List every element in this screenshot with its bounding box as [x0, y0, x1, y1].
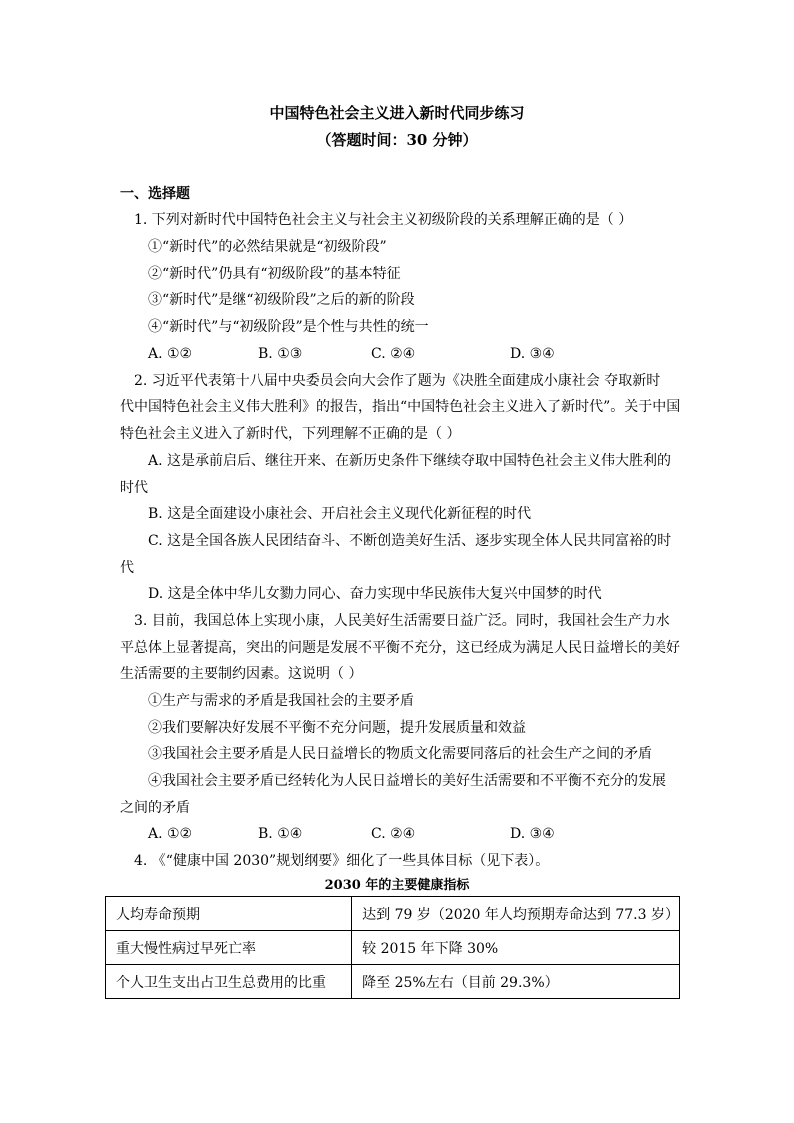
- question-2-choice-b: B. 这是全面建设小康社会、开启社会主义现代化新征程的时代: [148, 506, 532, 522]
- question-2-choice-d: D. 这是全体中华儿女勠力同心、奋力实现中华民族伟大复兴中国梦的时代: [148, 586, 602, 602]
- table-cell-target: 较 2015 年下降 30%: [352, 931, 680, 965]
- question-2-stem-line-3: 特色社会主义进入了新时代，下列理解不正确的是（ ）: [120, 426, 461, 442]
- question-2-choice-a-line-2: 时代: [120, 480, 148, 496]
- option-a: A. ①②: [148, 346, 193, 362]
- question-1-item-3: ③“新时代”是继“初级阶段”之后的新的阶段: [148, 292, 415, 308]
- page-subtitle: （答题时间：30 分钟）: [316, 131, 478, 149]
- question-3-stem-line-2: 平总体上显著提高，突出的问题是发展不平衡不充分，这已经成为满足人民日益增长的美好: [120, 640, 680, 656]
- question-3-stem-line-1: 3. 目前，我国总体上实现小康，人民美好生活需要日益广泛。同时，我国社会生产力水: [134, 613, 670, 629]
- question-3-item-3: ③我国社会主要矛盾是人民日益增长的物质文化需要同落后的社会生产之间的矛盾: [148, 746, 652, 762]
- question-2-choice-a-line-1: A. 这是承前启后、继往开来、在新历史条件下继续夺取中国特色社会主义伟大胜利的: [148, 453, 672, 469]
- question-1-item-2: ②“新时代”仍具有“初级阶段”的基本特征: [148, 266, 401, 282]
- option-c: C. ②④: [371, 346, 416, 362]
- table-row: [106, 931, 680, 965]
- question-2-stem-line-1: 2. 习近平代表第十八届中央委员会向大会作了题为《决胜全面建成小康社会 夺取新时: [134, 373, 661, 389]
- question-1-item-4: ④“新时代”与“初级阶段”是个性与共性的统一: [148, 319, 429, 335]
- question-3-item-2: ②我们要解决好发展不平衡不充分问题，提升发展质量和效益: [148, 720, 526, 736]
- page-title: 中国特色社会主义进入新时代同步练习: [269, 104, 525, 122]
- option-d: D. ③④: [510, 826, 555, 842]
- option-c: C. ②④: [371, 826, 416, 842]
- table-cell-indicator: 人均寿命预期: [106, 897, 352, 931]
- table-row: [106, 965, 680, 999]
- question-1-item-1: ①“新时代”的必然结果就是“初级阶段”: [148, 239, 387, 255]
- table-cell-target: 达到 79 岁（2020 年人均预期寿命达到 77.3 岁）: [352, 897, 680, 931]
- question-2-choice-c-line-2: 代: [120, 560, 134, 576]
- option-b: B. ①③: [258, 346, 303, 362]
- question-3-item-4-line-2: 之间的矛盾: [120, 800, 190, 816]
- table-row: [106, 897, 680, 931]
- question-1-stem: 1. 下列对新时代中国特色社会主义与社会主义初级阶段的关系理解正确的是（ ）: [134, 212, 633, 228]
- section-heading: 一、选择题: [120, 186, 190, 202]
- table-cell-target: 降至 25%左右（目前 29.3%）: [352, 965, 680, 999]
- table-cell-indicator: 重大慢性病过早死亡率: [106, 931, 352, 965]
- question-2-choice-c-line-1: C. 这是全国各族人民团结奋斗、不断创造美好生活、逐步实现全体人民共同富裕的时: [148, 533, 672, 549]
- option-a: A. ①②: [148, 826, 193, 842]
- question-3-stem-line-3: 生活需要的主要制约因素。这说明（ ）: [120, 666, 363, 682]
- question-3-item-1: ①生产与需求的矛盾是我国社会的主要矛盾: [148, 693, 414, 709]
- question-2-stem-line-2: 代中国特色社会主义伟大胜利》的报告，指出“中国特色社会主义进入了新时代”。关于中国: [120, 399, 681, 415]
- question-3-options: [148, 825, 708, 843]
- question-4-stem: 4. 《“健康中国 2030”规划纲要》细化了一些具体目标（见下表）。: [134, 853, 550, 869]
- question-3-item-4-line-1: ④我国社会主要矛盾已经转化为人民日益增长的美好生活需要和不平衡不充分的发展: [148, 773, 666, 789]
- table-cell-indicator: 个人卫生支出占卫生总费用的比重: [106, 965, 352, 999]
- option-d: D. ③④: [510, 346, 555, 362]
- option-b: B. ①④: [258, 826, 303, 842]
- table-caption: 2030 年的主要健康指标: [324, 878, 470, 893]
- question-1-options: [148, 345, 708, 363]
- health-indicators-table: [105, 896, 680, 999]
